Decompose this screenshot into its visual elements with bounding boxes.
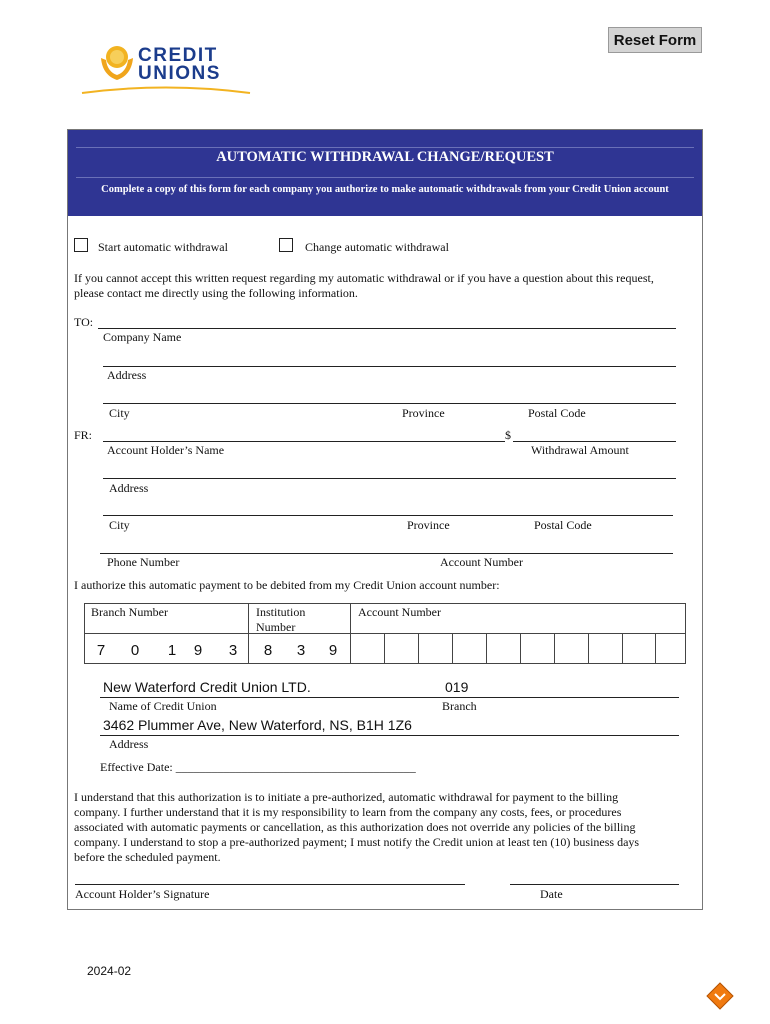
signature-label: Account Holder’s Signature [75, 887, 210, 901]
grid-divider [588, 633, 589, 664]
grid-divider [622, 633, 623, 664]
effective-date-field[interactable]: Effective Date: ________________________________________ [100, 760, 416, 774]
to-address-field[interactable] [103, 366, 676, 367]
authorize-text: I authorize this automatic payment to be debited from my Credit Union account number: [74, 578, 500, 592]
intro-line-2: please contact me directly using the following information. [74, 286, 358, 300]
grid-divider [384, 633, 385, 664]
credit-union-name-input[interactable]: New Waterford Credit Union LTD. [103, 679, 311, 695]
form-subtitle: Complete a copy of this form for each company you authorize to make automatic withdrawals from your Credit Union account [101, 184, 669, 195]
company-name-label: Company Name [103, 330, 182, 344]
change-withdrawal-checkbox[interactable] [279, 238, 293, 252]
grid-divider [84, 633, 686, 634]
understand-line: associated with automatic payments or cancellation, as this authorization does not override any policies of the billing [74, 820, 636, 834]
company-name-field[interactable] [98, 328, 676, 329]
reset-form-button[interactable]: Reset Form [608, 27, 702, 53]
logo-text-unions: UNIONS [138, 63, 221, 84]
understand-line: I understand that this authorization is to initiate a pre-authorized, automatic withdrawal for payment to the billing [74, 790, 619, 804]
account-holder-name-field[interactable] [103, 441, 505, 442]
dollar-sign: $ [505, 428, 511, 442]
institution-digit[interactable]: 8 [263, 642, 273, 659]
phone-account-field[interactable] [100, 553, 673, 554]
next-page-arrow-icon[interactable] [705, 981, 735, 1011]
understand-line: company. I further understand that it is my responsibility to learn from the company any costs, fees, or procedures [74, 805, 622, 819]
credit-unions-logo [80, 40, 252, 98]
grid-divider [452, 633, 453, 664]
to-city-province-postal-field[interactable] [103, 403, 676, 404]
institution-number-label-2: Number [256, 620, 296, 634]
grid-divider [418, 633, 419, 664]
signature-field[interactable] [75, 884, 465, 885]
credit-union-address-input[interactable]: 3462 Plummer Ave, New Waterford, NS, B1H 1Z6 [103, 717, 412, 733]
understand-line: company. I understand to stop a pre-authorized payment; I must notify the Credit union at least ten (10) business days [74, 835, 640, 849]
credit-union-name-label: Name of Credit Union [109, 699, 217, 713]
start-withdrawal-label: Start automatic withdrawal [98, 240, 228, 254]
credit-union-address-line [100, 735, 679, 736]
banner-divider [76, 147, 694, 148]
branch-label: Branch [442, 699, 477, 713]
grid-divider [554, 633, 555, 664]
signature-date-label: Date [540, 887, 563, 901]
to-label: TO: [74, 315, 94, 329]
logo-swoosh [80, 84, 252, 96]
grid-divider [520, 633, 521, 664]
understand-line: before the scheduled payment. [74, 850, 221, 864]
fr-city-province-postal-field[interactable] [103, 515, 673, 516]
grid-divider [248, 603, 249, 664]
signature-date-field[interactable] [510, 884, 679, 885]
intro-line-1: If you cannot accept this written request regarding my automatic withdrawal or if you have a question about this request, [74, 271, 654, 285]
branch-digit[interactable]: 7 [96, 642, 106, 659]
start-withdrawal-checkbox[interactable] [74, 238, 88, 252]
fr-province-label: Province [407, 518, 450, 532]
grid-divider [350, 603, 351, 664]
fr-address-field[interactable] [103, 478, 676, 479]
branch-digit[interactable]: 3 [228, 642, 238, 659]
credit-union-address-label: Address [109, 737, 149, 751]
to-province-label: Province [402, 406, 445, 420]
branch-number-label: Branch Number [91, 605, 168, 619]
change-withdrawal-label: Change automatic withdrawal [305, 240, 449, 254]
grid-divider [655, 633, 656, 664]
form-title: AUTOMATIC WITHDRAWAL CHANGE/REQUEST [216, 149, 554, 165]
to-postal-label: Postal Code [528, 406, 586, 420]
form-code: 2024-02 [87, 964, 132, 978]
institution-number-label-1: Institution [256, 605, 306, 619]
branch-digit[interactable]: 9 [193, 642, 203, 659]
branch-digit[interactable]: 0 [130, 642, 140, 659]
grid-account-number-label: Account Number [358, 605, 441, 619]
phone-number-label: Phone Number [107, 555, 180, 569]
banner-divider [76, 177, 694, 178]
institution-digit[interactable]: 3 [296, 642, 306, 659]
form-header-banner [68, 130, 702, 216]
account-number-label: Account Number [440, 555, 523, 569]
withdrawal-amount-field[interactable] [513, 441, 676, 442]
fr-city-label: City [109, 518, 130, 532]
withdrawal-amount-label: Withdrawal Amount [531, 443, 629, 457]
credit-union-line [100, 697, 679, 698]
grid-divider [486, 633, 487, 664]
account-holder-name-label: Account Holder’s Name [107, 443, 225, 457]
to-city-label: City [109, 406, 130, 420]
fr-postal-label: Postal Code [534, 518, 592, 532]
to-address-label: Address [107, 368, 147, 382]
fr-address-label: Address [109, 481, 149, 495]
fr-label: FR: [74, 428, 93, 442]
hands-coin-icon [98, 44, 136, 84]
branch-digit[interactable]: 1 [167, 642, 177, 659]
branch-input[interactable]: 019 [445, 679, 469, 695]
logo-text-credit: CREDIT [138, 45, 218, 66]
institution-digit[interactable]: 9 [328, 642, 338, 659]
